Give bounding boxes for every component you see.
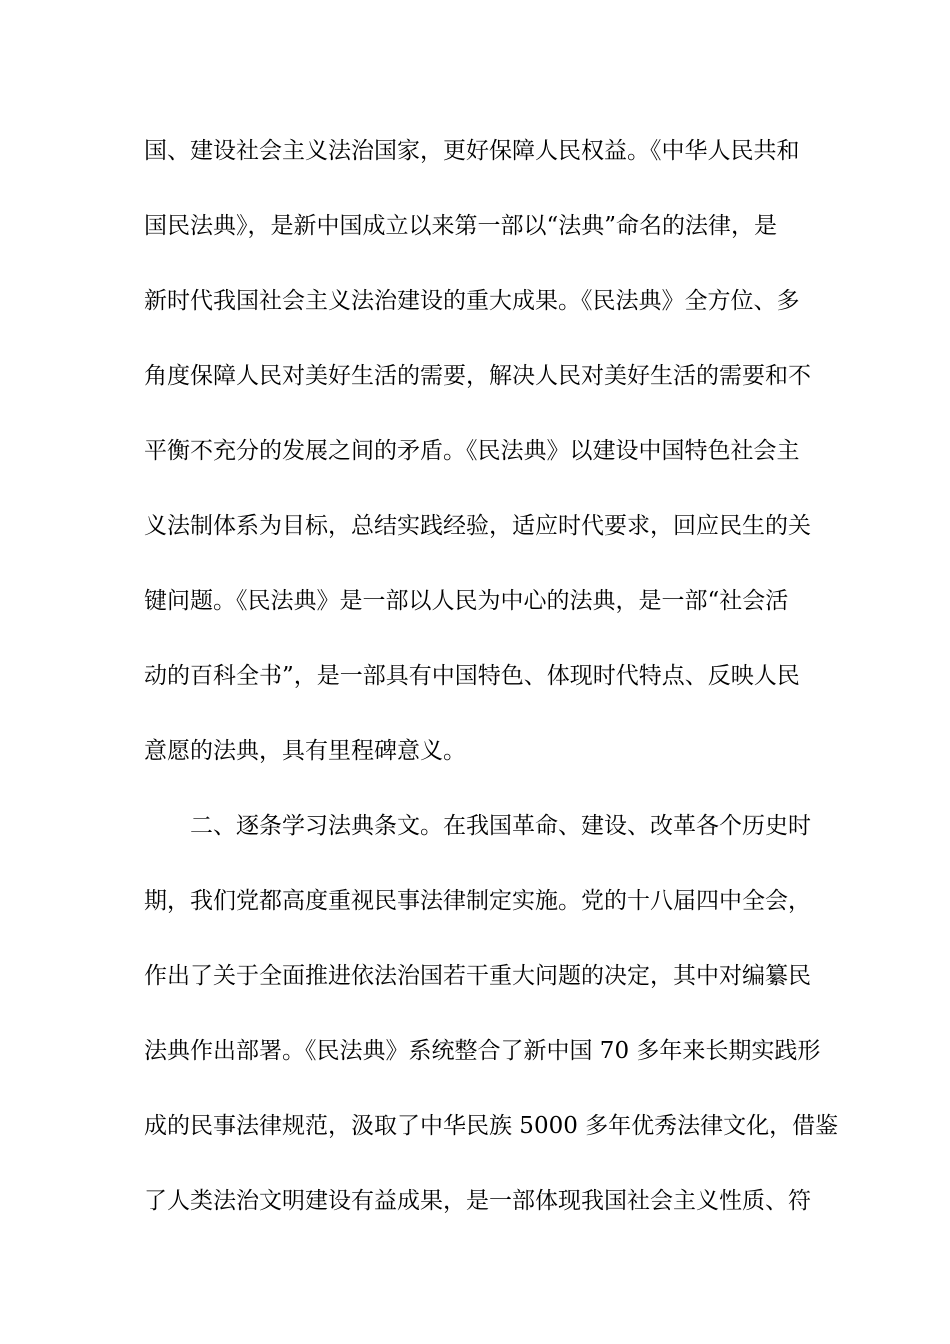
text-line-14: 成的民事法律规范，汲取了中华民族 5000 多年优秀法律文化，借鉴	[144, 1113, 839, 1139]
text-line-7: 键问题。《民法典》是一部以人民为中心的法典，是一部“社会活	[144, 588, 789, 614]
text-line-13: 法典作出部署。《民法典》系统整合了新中国 70 多年来长期实践形	[144, 1038, 821, 1064]
text-line-4: 角度保障人民对美好生活的需要，解决人民对美好生活的需要和不	[144, 363, 811, 389]
text-line-8: 动的百科全书”，是一部具有中国特色、体现时代特点、反映人民	[144, 663, 800, 689]
text-line-2: 国民法典》，是新中国成立以来第一部以“法典”命名的法律，是	[144, 213, 778, 239]
text-line-9: 意愿的法典，具有里程碑意义。	[144, 738, 466, 764]
text-line-15: 了人类法治文明建设有益成果，是一部体现我国社会主义性质、符	[144, 1188, 811, 1214]
text-line-6: 义法制体系为目标，总结实践经验，适应时代要求，回应民生的关	[144, 513, 811, 539]
text-line-3: 新时代我国社会主义法治建设的重大成果。《民法典》全方位、多	[144, 288, 800, 314]
text-line-12: 作出了关于全面推进依法治国若干重大问题的决定，其中对编纂民	[144, 963, 811, 989]
paragraph-2-first-line: 二、逐条学习法典条文。在我国革命、建设、改革各个历史时	[190, 813, 811, 839]
text-line-5: 平衡不充分的发展之间的矛盾。《民法典》以建设中国特色社会主	[144, 438, 800, 464]
text-line-11: 期，我们党都高度重视民事法律制定实施。党的十八届四中全会，	[144, 888, 811, 914]
text-line-1: 国、建设社会主义法治国家，更好保障人民权益。《中华人民共和	[144, 138, 800, 164]
